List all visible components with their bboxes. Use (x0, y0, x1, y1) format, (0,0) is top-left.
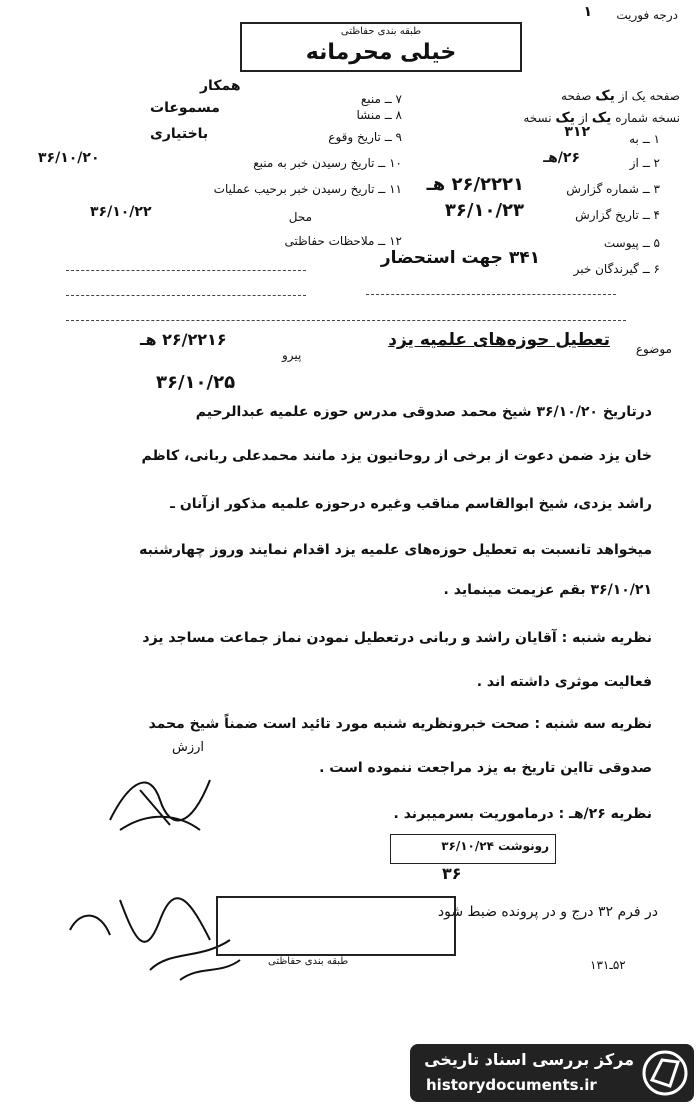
field-origin-value: مسموعات (150, 100, 220, 116)
field-source-received-value: ۳۶/۱۰/۲۰ (38, 150, 100, 166)
body-line-6: نظریه شنبه : آقایان راشد و ربانی درتعطیل نمودن نماز جماعت مساجد یزد (142, 630, 652, 646)
field-place-value: ۳۶/۱۰/۲۲ (90, 204, 152, 220)
org-logo-icon (640, 1048, 690, 1098)
handwritten-instruction: در فرم ۳۲ درج و در پرونده ضبط شود (437, 904, 658, 920)
form-number: ۵۲ـ۱۳۱ (590, 958, 626, 972)
org-name: مرکز بررسی اسناد تاریخی (424, 1050, 634, 1069)
subject-date-line: ۳۶/۱۰/۲۵ (156, 372, 236, 393)
subject-label: موضوع (635, 342, 672, 356)
signature-top-icon (100, 760, 220, 840)
field-from-value: ۲۶/هـ (543, 150, 580, 166)
body-line-7: فعالیت موثری داشته اند . (476, 674, 652, 690)
body-line-2: خان یزد ضمن دعوت از برخی از روحانیون یزد مانند محمدعلی ربانی، کاظم (141, 448, 652, 464)
receipt-stamp (390, 834, 556, 864)
field-source-value: همکار (200, 78, 241, 94)
body-line-3: راشد یزدی، شیخ ابوالقاسم مناقب وغیره درحوزه علمیه مذکور ازآنان ـ (170, 496, 652, 512)
field-origin-label: ۸ ــ منشا (356, 108, 402, 122)
field-divider-2 (66, 295, 306, 296)
page-of-row: صفحه یک از یک صفحه (561, 88, 680, 104)
field-report-number-value: ۲۶/۲۲۲۱ هـ (426, 174, 524, 195)
field-place-label: محل (288, 210, 312, 224)
body-line-5: ۳۶/۱۰/۲۱ بقم عزیمت مینماید . (443, 582, 652, 598)
margin-note: ارزش (172, 740, 205, 755)
body-line-4: میخواهد تانسبت به تعطیل حوزه‌های علمیه یزد اقدام نمایند وروز چهارشنبه (139, 542, 652, 558)
field-from-label: ۲ ــ از (629, 156, 660, 170)
field-report-date-value: ۳۶/۱۰/۲۳ (444, 200, 524, 221)
field-security-notes-label: ۱۲ ــ ملاحظات حفاظتی (284, 234, 402, 248)
field-source-label: ۷ ــ منبع (360, 92, 402, 106)
org-logo-banner (410, 1044, 694, 1102)
subject-separator (66, 320, 626, 321)
field-recipients-label: ۶ ــ گیرندگان خبر (573, 262, 660, 276)
receipt-stamp-text: رونوشت ۳۶/۱۰/۲۴ (441, 839, 549, 853)
copy-number-row: نسخه شماره یک از یک نسخه (523, 110, 680, 126)
classification-stamp-caption: طبقه بندی حفاظتی (340, 26, 422, 37)
body-line-9: صدوقی تااین تاریخ به یزد مراجعت ننموده است . (319, 760, 652, 776)
urgency-value: ١ (583, 4, 592, 20)
field-report-number-label: ۳ ــ شماره گزارش (566, 182, 660, 196)
body-line-1: درتاریخ ۳۶/۱۰/۲۰ شیخ محمد صدوقی مدرس حوزه علمیه عبدالرحیم (195, 404, 652, 420)
field-ops-received-label: ۱۱ ــ تاریخ رسیدن خبر برحیب عملیات (213, 182, 402, 196)
field-source-received-label: ۱۰ ــ تاریخ رسیدن خبر به منبع (253, 156, 402, 170)
subject-ref-note: پیرو (282, 348, 302, 362)
org-site-link[interactable]: historydocuments.ir (426, 1076, 597, 1094)
classification-stamp-bottom-caption: طبقه بندی حفاظتی (268, 956, 349, 967)
field-event-date-label: ۹ ــ تاریخ وقوع (328, 130, 402, 144)
classification-stamp-top (240, 22, 522, 72)
subject-ref-number: ۲۶/۲۲۱۶ هـ (140, 330, 227, 349)
field-to-label: ۱ ــ به (629, 132, 660, 146)
field-to-value: ۳۱۲ (564, 124, 590, 140)
field-recipients-value: ۳۴۱ جهت استحضار (380, 248, 540, 268)
body-line-10: نظریه ۲۶/هـ : درماموریت بسرمیبرند . (393, 806, 652, 822)
body-line-8: نظریه سه شنبه : صحت خبرونظریه شنبه مورد تائید است ضمناً شیخ محمد (148, 716, 652, 732)
field-event-date-value: باختیاری (150, 126, 209, 142)
receipt-code: ۳۶ (442, 864, 462, 883)
field-divider-3 (366, 294, 616, 295)
urgency-label: درجه فوریت (616, 8, 678, 22)
classification-stamp-value: خیلی محرمانه (305, 40, 457, 65)
subject-value: تعطیل حوزه‌های علمیه یزد (388, 330, 610, 350)
field-attachment-label: ۵ ــ پیوست (603, 236, 660, 250)
field-report-date-label: ۴ ــ تاریخ گزارش (575, 208, 660, 222)
field-divider-1 (66, 270, 306, 271)
classification-stamp-bottom (216, 896, 456, 956)
